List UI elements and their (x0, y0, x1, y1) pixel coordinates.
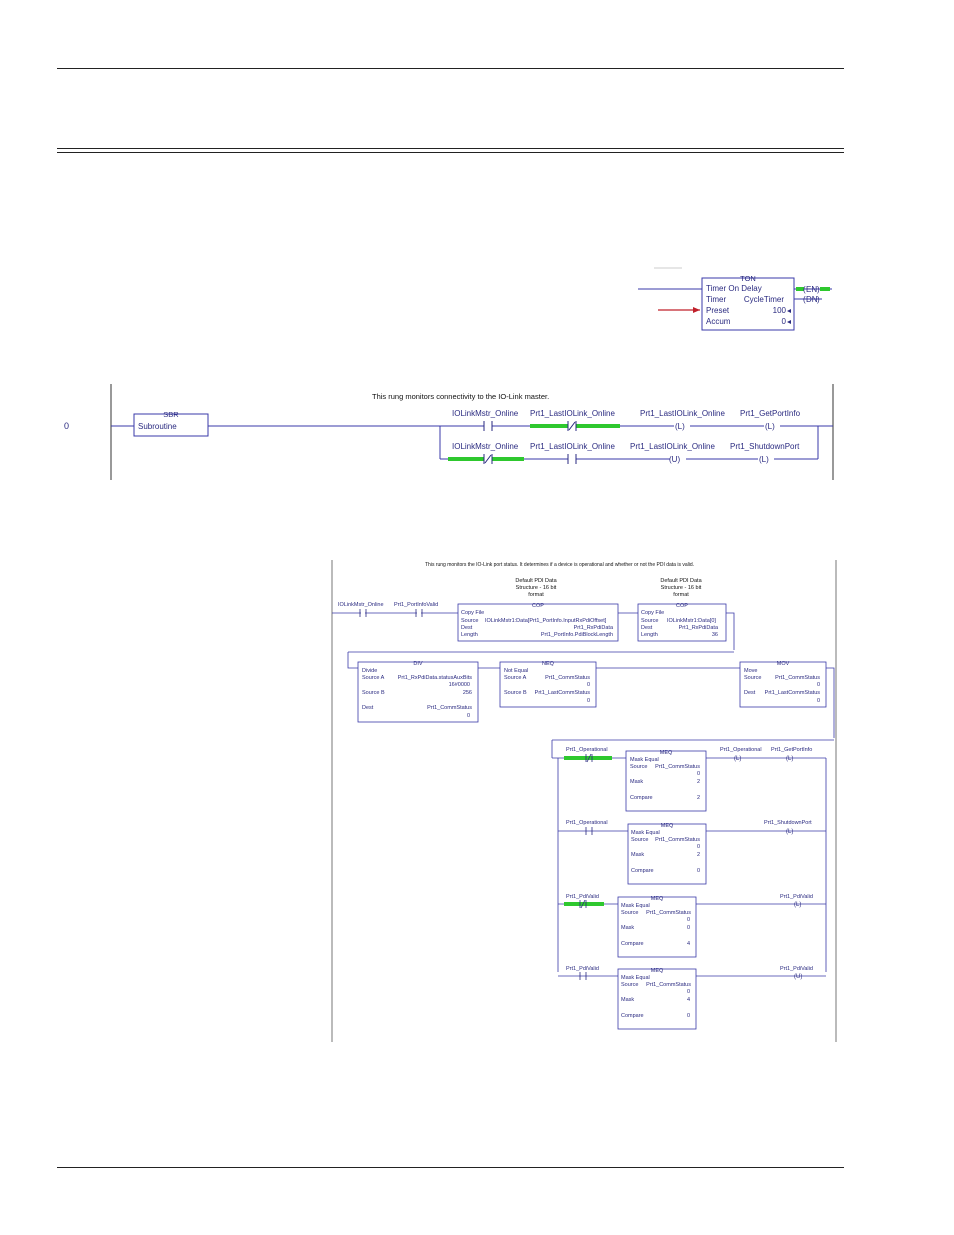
r0-row2-coil2: Prt1_ShutdownPort (730, 442, 800, 451)
mov-source-label: Source (744, 675, 762, 681)
r1-note2-l3: format (673, 592, 689, 598)
br1-contact: Prt1_Operational (566, 747, 608, 753)
br1-mask-label: Mask (630, 779, 644, 785)
br2-compare-label: Compare (631, 868, 654, 874)
section-rule-top (57, 148, 844, 149)
footer-rule (57, 1167, 844, 1168)
cop1-dest-label: Dest (461, 625, 473, 631)
mov-source-val: 0 (816, 682, 820, 688)
ton-accum-value: 0 (781, 317, 786, 326)
rung-0 (58, 382, 838, 482)
br2-title: Mask Equal (631, 830, 660, 836)
r1-note1-l3: format (528, 592, 544, 598)
br4-compare-label: Compare (621, 1013, 644, 1019)
br3-compare: 4 (686, 941, 690, 947)
ton-accum-label: Accum (706, 317, 731, 326)
cop1-name: COP (532, 603, 544, 609)
div-b: 256 (462, 690, 472, 696)
div-b-label: Source B (362, 690, 385, 696)
br3-out1: Prt1_PdiValid (780, 894, 813, 900)
neq-b-val: 0 (586, 698, 590, 704)
br4-meq: MEQ (650, 968, 664, 974)
cop1-dest: Prt1_RxPdiData (573, 625, 613, 631)
div-a: Prt1_RxPdiData.statusAuxBits (397, 675, 472, 681)
svg-text:(U): (U) (794, 974, 803, 980)
cop2-dest: Prt1_RxPdiData (678, 625, 718, 631)
section-rule-bottom (57, 152, 844, 153)
svg-text:(L): (L) (786, 756, 794, 762)
br2-source: Prt1_CommStatus (655, 837, 700, 843)
ton-figure (636, 262, 836, 334)
neq-b-label: Source B (504, 690, 527, 696)
cop2-length-label: Length (641, 632, 658, 638)
sbr-label: Subroutine (138, 422, 177, 431)
br2-mask: 2 (696, 852, 700, 858)
neq-title: Not Equal (504, 668, 529, 674)
div-a-label: Source A (362, 675, 385, 681)
cop2-source: IOLinkMstr1:Data[0] (667, 618, 716, 624)
cop2-length: 36 (711, 632, 718, 638)
svg-text:(L): (L) (794, 902, 802, 908)
br1-src-val: 0 (696, 771, 700, 777)
r0-row1-coil1: Prt1_LastIOLink_Online (640, 409, 725, 418)
br3-mask: 0 (686, 925, 690, 931)
br1-out2: Prt1_GetPortInfo (771, 747, 813, 753)
cop2-source-label: Source (641, 618, 659, 624)
div-dest: Prt1_CommStatus (427, 705, 472, 711)
br4-mask: 4 (686, 997, 690, 1003)
br4-compare: 0 (686, 1013, 690, 1019)
r0-row1-contact1: IOLinkMstr_Online (452, 409, 519, 418)
r1-note2-l1: Default PDI Data (660, 578, 702, 584)
cop2-title: Copy File (641, 610, 665, 616)
ton-timer-value: CycleTimer (743, 295, 784, 304)
br4-title: Mask Equal (621, 975, 650, 981)
br3-title: Mask Equal (621, 903, 650, 909)
neq-name: NEQ (542, 661, 554, 667)
cop1-length: Prt1_PortInfo.PdiBlockLength (540, 632, 613, 638)
cop2-name: COP (676, 603, 688, 609)
r1-contact2: Prt1_PortInfoValid (394, 602, 439, 608)
r0-row1-coil2: Prt1_GetPortInfo (740, 409, 801, 418)
br2-contact: Prt1_Operational (566, 820, 608, 826)
mov-title: Move (744, 668, 758, 674)
br2-mask-label: Mask (631, 852, 645, 858)
svg-text:(L): (L) (759, 455, 769, 464)
ton-timer-label: Timer (706, 295, 727, 304)
svg-text:): ) (817, 285, 820, 294)
cop1-source: IOLinkMstr1:Data[Prt1_PortInfo.InputRxPdiOffset] (485, 618, 607, 624)
br1-title: Mask Equal (630, 757, 659, 763)
br3-mask-label: Mask (621, 925, 635, 931)
cop1-title: Copy File (461, 610, 485, 616)
rung-0-number: 0 (64, 421, 70, 431)
ton-dn-output: DN (806, 295, 818, 304)
br1-compare-label: Compare (630, 795, 653, 801)
mov-source: Prt1_CommStatus (775, 675, 820, 681)
mov-dest: Prt1_LastCommStatus (764, 690, 820, 696)
cop2-dest-label: Dest (641, 625, 653, 631)
rung-0-comment: This rung monitors connectivity to the IO-Link master. (372, 392, 550, 401)
svg-text:(: ( (803, 295, 806, 304)
neq-a-val: 0 (586, 682, 590, 688)
br1-source-label: Source (630, 764, 648, 770)
br1-mask: 2 (696, 779, 700, 785)
neq-b: Prt1_LastCommStatus (534, 690, 590, 696)
sbr-name: SBR (163, 410, 179, 419)
div-dest-label: Dest (362, 705, 374, 711)
br1-out1: Prt1_Operational (720, 747, 762, 753)
br4-source: Prt1_CommStatus (646, 982, 691, 988)
br2-meq: MEQ (660, 823, 674, 829)
br4-source-label: Source (621, 982, 639, 988)
svg-text:): ) (817, 295, 820, 304)
svg-text:(L): (L) (765, 422, 775, 431)
r0-row2-contact2: Prt1_LastIOLink_Online (530, 442, 615, 451)
header-rule (57, 68, 844, 69)
br2-compare: 0 (696, 868, 700, 874)
r0-row1-contact2: Prt1_LastIOLink_Online (530, 409, 615, 418)
br3-contact: Prt1_PdiValid (566, 894, 599, 900)
br1-source: Prt1_CommStatus (655, 764, 700, 770)
ton-preset-label: Preset (706, 306, 730, 315)
neq-a-label: Source A (504, 675, 527, 681)
br2-src-val: 0 (696, 844, 700, 850)
r0-row2-contact1: IOLinkMstr_Online (452, 442, 519, 451)
br1-compare: 2 (696, 795, 700, 801)
ton-name: TON (740, 274, 756, 283)
br3-meq: MEQ (650, 896, 664, 902)
rung-1 (330, 556, 840, 1046)
neq-a: Prt1_CommStatus (545, 675, 590, 681)
br3-source: Prt1_CommStatus (646, 910, 691, 916)
div-a-val: 16#0000 (448, 682, 470, 688)
br2-out1: Prt1_ShutdownPort (764, 820, 812, 826)
br3-src-val: 0 (686, 917, 690, 923)
svg-text:(: ( (803, 285, 806, 294)
br1-meq: MEQ (659, 750, 673, 756)
div-title: Divide (362, 668, 378, 674)
svg-text:(L): (L) (675, 422, 685, 431)
mov-dest-label: Dest (744, 690, 756, 696)
r1-note2-l2: Structure - 16 bit (660, 585, 702, 591)
mov-dest-val: 0 (816, 698, 820, 704)
br3-source-label: Source (621, 910, 639, 916)
br4-out1: Prt1_PdiValid (780, 966, 813, 972)
r1-note1-l2: Structure - 16 bit (515, 585, 557, 591)
svg-text:(L): (L) (786, 829, 794, 835)
br4-src-val: 0 (686, 989, 690, 995)
rung-1-comment: This rung monitors the IO-Link port status. It determines if a device is operational and whether or not the PDI data is valid. (425, 562, 695, 568)
r0-row2-coil1: Prt1_LastIOLink_Online (630, 442, 715, 451)
r1-note1-l1: Default PDI Data (515, 578, 557, 584)
br2-source-label: Source (631, 837, 649, 843)
br4-mask-label: Mask (621, 997, 635, 1003)
svg-text:(L): (L) (734, 756, 742, 762)
cop1-length-label: Length (461, 632, 478, 638)
div-name: DIV (413, 661, 423, 667)
div-dest-val: 0 (466, 713, 470, 719)
r1-contact1: IOLinkMstr_Online (338, 602, 384, 608)
br3-compare-label: Compare (621, 941, 644, 947)
br4-contact: Prt1_PdiValid (566, 966, 599, 972)
cop1-source-label: Source (461, 618, 479, 624)
ton-en-output: EN (806, 285, 818, 294)
svg-text:(U): (U) (669, 455, 681, 464)
ton-preset-value: 100 (772, 306, 786, 315)
ton-title: Timer On Delay (706, 284, 762, 293)
mov-name: MOV (776, 661, 790, 667)
